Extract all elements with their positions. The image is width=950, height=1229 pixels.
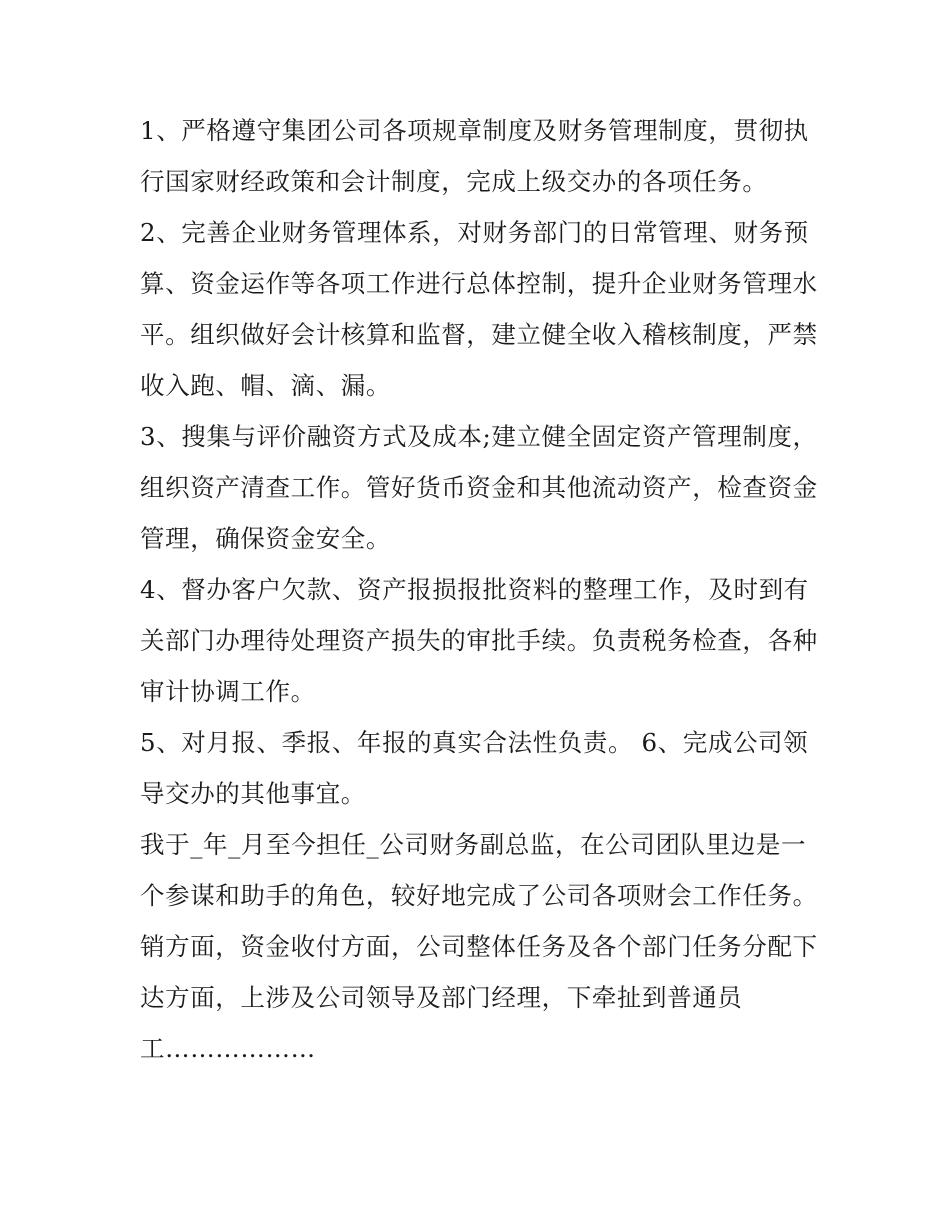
paragraph-duty-4: 4、督办客户欠款、资产报损报批资料的整理工作，及时到有关部门办理待处理资产损失的审批手续。负责税务检查，各种审计协调工作。 bbox=[140, 575, 818, 706]
paragraph-duty-3: 3、搜集与评价融资方式及成本;建立健全固定资产管理制度，组织资产清查工作。管好货币资金和其他流动资产，检查资金管理，确保资金安全。 bbox=[140, 422, 818, 553]
paragraph-duty-2: 2、完善企业财务管理体系，对财务部门的日常管理、财务预算、资金运作等各项工作进行总体控制，提升企业财务管理水平。组织做好会计核算和监督，建立健全收入稽核制度，严禁收入跑、帽、滴、漏。 bbox=[140, 218, 818, 400]
document-body bbox=[140, 105, 820, 1074]
paragraph-duty-1: 1、严格遵守集团公司各项规章制度及财务管理制度，贯彻执行国家财经政策和会计制度，完成上级交办的各项任务。 bbox=[140, 116, 809, 196]
paragraph-scope: 销方面，资金收付方面，公司整体任务及各个部门任务分配下达方面，上涉及公司领导及部门经理，下牵扯到普通员工……………… bbox=[140, 932, 818, 1063]
paragraph-role-intro: 我于_年_月至今担任_公司财务副总监，在公司团队里边是一个参谋和助手的角色，较好地完成了公司各项财会工作任务。 bbox=[140, 830, 818, 910]
paragraph-duty-5-6: 5、对月报、季报、年报的真实合法性负责。 6、完成公司领导交办的其他事宜。 bbox=[140, 728, 809, 808]
